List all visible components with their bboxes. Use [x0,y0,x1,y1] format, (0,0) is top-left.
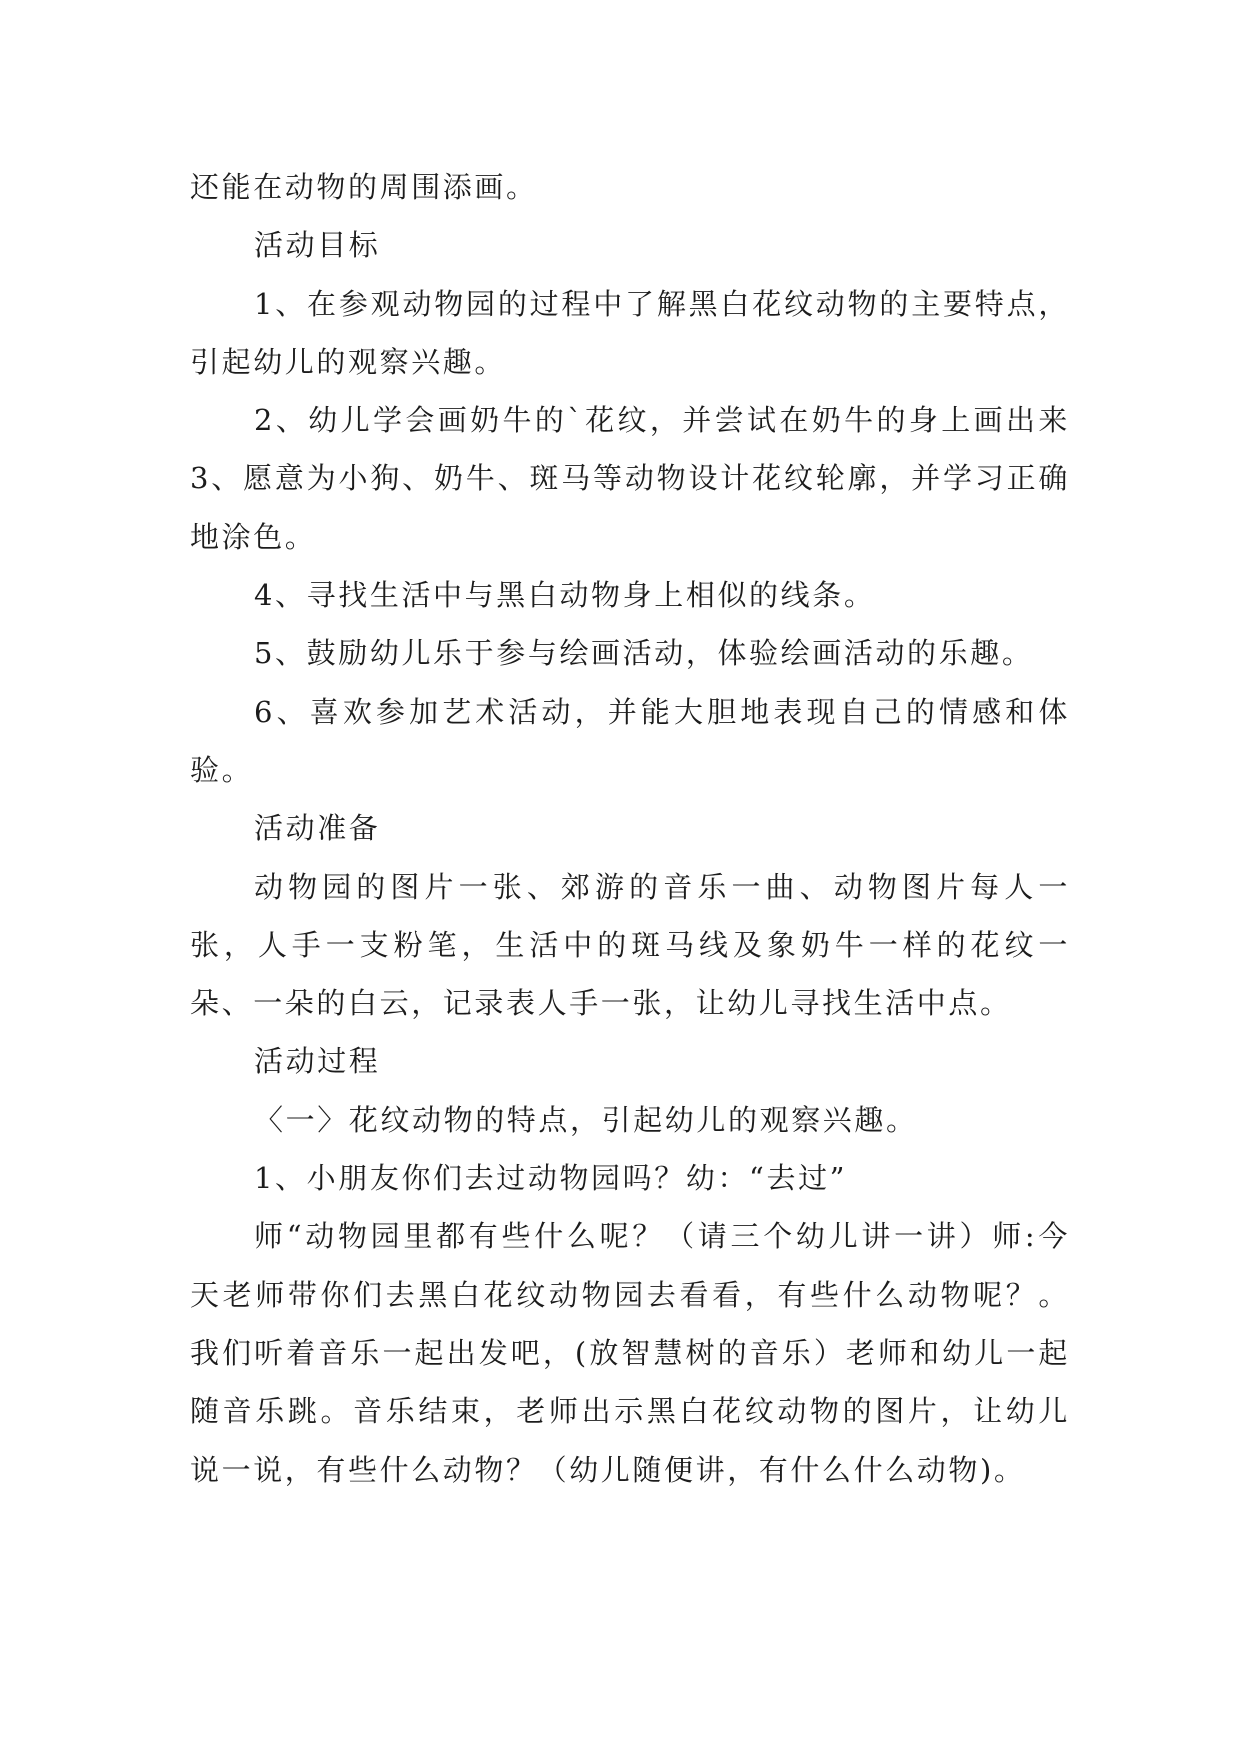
preparation-paragraph: 动物园的图片一张、郊游的音乐一曲、动物图片每人一张，人手一支粉笔，生活中的斑马线及象奶牛一样的花纹一朵、一朵的白云，记录表人手一张，让幼儿寻找生活中点。 [190,869,1070,1021]
heading-activity-preparation: 活动准备 [254,811,381,846]
document-body [190,158,1070,1499]
heading-activity-goals: 活动目标 [254,228,381,263]
goal-item-4: 4、寻找生活中与黑白动物身上相似的线条。 [254,578,876,613]
process-step-1: 1、小朋友你们去过动物园吗？幼：“去过” [254,1161,848,1196]
goal-item-1: 1、在参观动物园的过程中了解黑白花纹动物的主要特点，引起幼儿的观察兴趣。 [190,286,1070,379]
goal-item-5: 5、鼓励幼儿乐于参与绘画活动，体验绘画活动的乐趣。 [254,636,1034,671]
goal-item-6: 6、喜欢参加艺术活动，并能大胆地表现自己的情感和体验。 [190,694,1070,787]
paragraph-continuation: 还能在动物的周围添画。 [190,170,538,204]
process-section-1-heading: 〈一〉花纹动物的特点，引起幼儿的观察兴趣。 [254,1102,918,1137]
heading-activity-process: 活动过程 [254,1044,381,1079]
goal-item-2-3: 2、幼儿学会画奶牛的`花纹，并尝试在奶牛的身上画出来3、愿意为小狗、奶牛、斑马等动物设计花纹轮廓，并学习正确地涂色。 [190,403,1070,554]
process-dialogue-paragraph: 师“动物园里都有些什么呢？（请三个幼儿讲一讲）师:今天老师带你们去黑白花纹动物园去看看，有些什么动物呢？。我们听着音乐一起出发吧，(放智慧树的音乐）老师和幼儿一起随音乐跳。音乐结束，老师出示黑白花纹动物的图片，让幼儿说一说，有些什么动物？（幼儿随便讲，有什么什么动物)。 [190,1219,1070,1487]
